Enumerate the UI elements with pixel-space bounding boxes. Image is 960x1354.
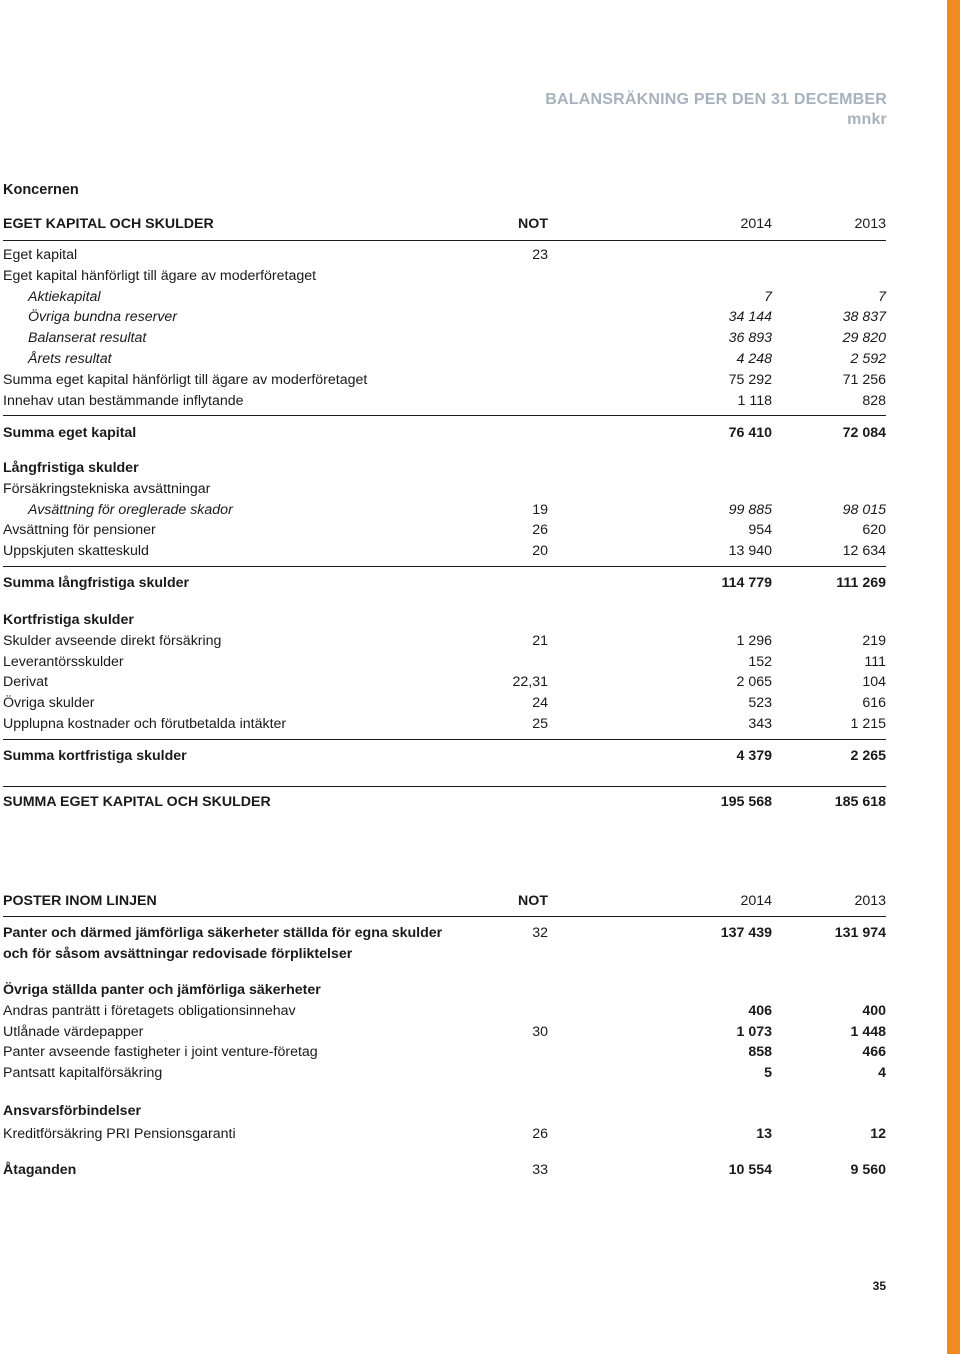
- row-2013: 2 265: [850, 748, 886, 764]
- row-2014: 13 940: [728, 543, 772, 560]
- row-2013: 98 015: [842, 501, 886, 518]
- row-label: Övriga bundna reserver: [28, 309, 178, 326]
- divider: [3, 566, 886, 567]
- table-row: [3, 500, 886, 521]
- row-label: Summa eget kapital: [3, 425, 137, 441]
- row-2013: 111 269: [836, 575, 886, 591]
- row-2013: 7: [878, 288, 886, 305]
- row-2013: 111: [864, 653, 886, 670]
- row-2014: 1 118: [737, 392, 772, 409]
- table-row: [3, 1063, 886, 1084]
- sum-short-term: [3, 746, 886, 767]
- table-row: [3, 328, 886, 349]
- row-2014: 75 292: [728, 371, 772, 388]
- row-2014: 137 439: [720, 925, 772, 941]
- row-label: Försäkringstekniska avsättningar: [3, 480, 211, 497]
- row-label: Eget kapital hänförligt till ägare av moderföretaget: [3, 267, 317, 284]
- divider: [3, 916, 886, 917]
- row-label: Balanserat resultat: [28, 330, 147, 347]
- row-2013: 1 215: [850, 715, 886, 732]
- grand-total: [3, 792, 886, 813]
- row-2013: 12 634: [842, 543, 886, 560]
- row-2014: 7: [764, 288, 772, 305]
- row-2013: 72 084: [842, 425, 886, 441]
- section-title: [3, 1101, 886, 1122]
- table-row: [3, 349, 886, 370]
- commitments-section: [3, 1160, 886, 1181]
- other-pledged-section: [3, 980, 886, 1084]
- table-row: [3, 693, 886, 714]
- row-not: 32: [532, 925, 548, 941]
- table-row: [3, 672, 886, 693]
- row-not: 33: [532, 1162, 548, 1178]
- row-label: Övriga ställda panter och jämförliga säkerheter: [3, 982, 321, 998]
- row-not: 24: [532, 695, 548, 712]
- row-label: Långfristiga skulder: [3, 460, 139, 476]
- row-2014: 13: [756, 1125, 772, 1142]
- table-row: [3, 245, 886, 266]
- row-2013: 12: [870, 1125, 886, 1142]
- row-2013: 620: [862, 522, 886, 539]
- divider: [3, 240, 886, 241]
- sum-row: [3, 746, 886, 767]
- row-not: 22,31: [512, 674, 548, 691]
- row-not: 20: [532, 543, 548, 560]
- row-2013: 828: [862, 392, 886, 409]
- row-label: Upplupna kostnader och förutbetalda intäkter: [3, 715, 287, 732]
- row-2013: 2 592: [850, 350, 886, 367]
- page-number: 35: [872, 1279, 886, 1293]
- row-label: Summa långfristiga skulder: [3, 575, 190, 591]
- row-2013: 219: [862, 632, 886, 649]
- row-2014: 34 144: [728, 309, 772, 326]
- table-row: [3, 266, 886, 287]
- table-row: [3, 307, 886, 328]
- row-2013: 4: [878, 1065, 886, 1082]
- table-row: [3, 652, 886, 673]
- row-label: Övriga skulder: [3, 695, 95, 712]
- short-term-section: [3, 610, 886, 735]
- table-row: [3, 1042, 886, 1063]
- sum-row: [3, 423, 886, 444]
- row-label: Summa eget kapital hänförligt till ägare av moderföretaget: [3, 371, 368, 388]
- row-2013: 466: [862, 1044, 886, 1061]
- row-label: Panter och därmed jämförliga säkerheter ställda för egna skulder: [3, 925, 443, 941]
- row-not: 21: [532, 632, 548, 649]
- equity-section: [3, 245, 886, 411]
- off-balance-table: [3, 888, 886, 914]
- table-header: [3, 888, 886, 914]
- pledged-section: [3, 923, 886, 965]
- row-label: Utlånade värdepapper: [3, 1023, 144, 1040]
- row-2014: 2 065: [736, 674, 772, 691]
- table-row: [3, 1001, 886, 1022]
- divider: [3, 739, 886, 740]
- row-2014: 36 893: [728, 330, 772, 347]
- table-row: [3, 479, 886, 500]
- row-2014: 406: [748, 1002, 772, 1019]
- divider: [3, 786, 886, 787]
- heading-title: BALANSRÄKNING PER DEN 31 DECEMBER: [545, 91, 887, 108]
- row-2014: 99 885: [728, 501, 772, 518]
- row-2013: 400: [862, 1002, 886, 1019]
- row-2013: 38 837: [842, 309, 886, 326]
- table-row: [3, 391, 886, 412]
- row-not: 23: [532, 247, 548, 263]
- header-2014: 2014: [740, 893, 772, 909]
- row-2013: 616: [862, 695, 886, 712]
- row-label: Innehav utan bestämmande inflytande: [3, 392, 244, 409]
- row-label: Avsättning för oreglerade skador: [28, 501, 233, 518]
- header-2013: 2013: [854, 216, 886, 232]
- row-2014: 114 779: [721, 575, 772, 591]
- header-not: NOT: [518, 893, 548, 909]
- row-2014: 5: [764, 1065, 772, 1082]
- row-2014: 523: [748, 695, 772, 712]
- row-2013: 104: [862, 674, 886, 691]
- section-title: [3, 458, 886, 479]
- table-row: [3, 1022, 886, 1043]
- total-row: [3, 792, 886, 813]
- long-term-section: [3, 458, 886, 562]
- row-2014: 954: [748, 522, 772, 539]
- row-label: Åtaganden: [3, 1162, 77, 1178]
- table-row: [3, 287, 886, 308]
- row-label: Skulder avseende direkt försäkring: [3, 632, 222, 649]
- row-2014: 1 296: [736, 632, 772, 649]
- row-2014: 10 554: [728, 1162, 772, 1178]
- row-label: Avsättning för pensioner: [3, 522, 156, 539]
- row-2014: 343: [748, 715, 772, 732]
- row-label: Årets resultat: [28, 350, 112, 367]
- table-row: [3, 370, 886, 391]
- row-not: 26: [532, 522, 548, 539]
- row-label: Derivat: [3, 674, 48, 691]
- row-not: 19: [532, 501, 548, 518]
- header-2013: 2013: [854, 893, 886, 909]
- table-row: [3, 1124, 886, 1145]
- balance-table: [3, 211, 886, 237]
- table-row: [3, 1160, 886, 1181]
- row-2014: 4 379: [736, 748, 772, 764]
- row-2014: 152: [748, 653, 772, 670]
- header-2014: 2014: [740, 216, 772, 232]
- table-row: [3, 631, 886, 652]
- row-2013: 71 256: [842, 371, 886, 388]
- row-2013: 185 618: [834, 794, 886, 810]
- table-row: [3, 923, 886, 944]
- row-label: Panter avseende fastigheter i joint venture-företag: [3, 1044, 318, 1061]
- row-label: Kortfristiga skulder: [3, 612, 134, 628]
- row-label: Leverantörsskulder: [3, 653, 124, 670]
- table-header: [3, 211, 886, 237]
- row-2014: 4 248: [736, 350, 772, 367]
- row-2013: 29 820: [842, 330, 886, 347]
- row-label: Pantsatt kapitalförsäkring: [3, 1065, 163, 1082]
- header-label: POSTER INOM LINJEN: [3, 893, 157, 909]
- row-not: 30: [532, 1023, 548, 1040]
- divider: [3, 415, 886, 416]
- row-not: 26: [532, 1125, 548, 1142]
- row-label: Ansvarsförbindelser: [3, 1103, 141, 1119]
- accent-bar: [947, 0, 960, 1354]
- heading-unit: mnkr: [847, 111, 887, 128]
- row-2013: 131 974: [834, 925, 886, 941]
- section-title: [3, 610, 886, 631]
- section-title: [3, 980, 886, 1001]
- header-not: NOT: [518, 216, 548, 232]
- sum-long-term: [3, 573, 886, 594]
- row-label: Andras panträtt i företagets obligationsinnehav: [3, 1002, 296, 1019]
- row-2014: 1 073: [736, 1023, 772, 1040]
- sum-row: [3, 573, 886, 594]
- table-row: [3, 520, 886, 541]
- row-2014: 195 568: [720, 794, 772, 810]
- row-label: Summa kortfristiga skulder: [3, 748, 187, 764]
- header-label: EGET KAPITAL OCH SKULDER: [3, 216, 214, 232]
- row-2014: 858: [748, 1044, 772, 1061]
- row-2013: 9 560: [850, 1162, 886, 1178]
- row-label: Aktiekapital: [28, 288, 101, 305]
- row-2013: 1 448: [850, 1023, 886, 1040]
- sum-equity: [3, 423, 886, 444]
- row-label: Kreditförsäkring PRI Pensionsgaranti: [3, 1125, 236, 1142]
- company-label: Koncernen: [3, 182, 79, 198]
- contingent-section: [3, 1101, 886, 1145]
- table-row: [3, 714, 886, 735]
- row-label: Eget kapital: [3, 247, 78, 263]
- row-not: 25: [532, 715, 548, 732]
- table-row: [3, 541, 886, 562]
- row-2014: 76 410: [728, 425, 772, 441]
- table-row: [3, 944, 886, 965]
- row-label: och för såsom avsättningar redovisade förpliktelser: [3, 945, 353, 962]
- row-label: Uppskjuten skatteskuld: [3, 543, 149, 560]
- row-label: SUMMA EGET KAPITAL OCH SKULDER: [3, 794, 271, 810]
- page-heading: [545, 90, 887, 130]
